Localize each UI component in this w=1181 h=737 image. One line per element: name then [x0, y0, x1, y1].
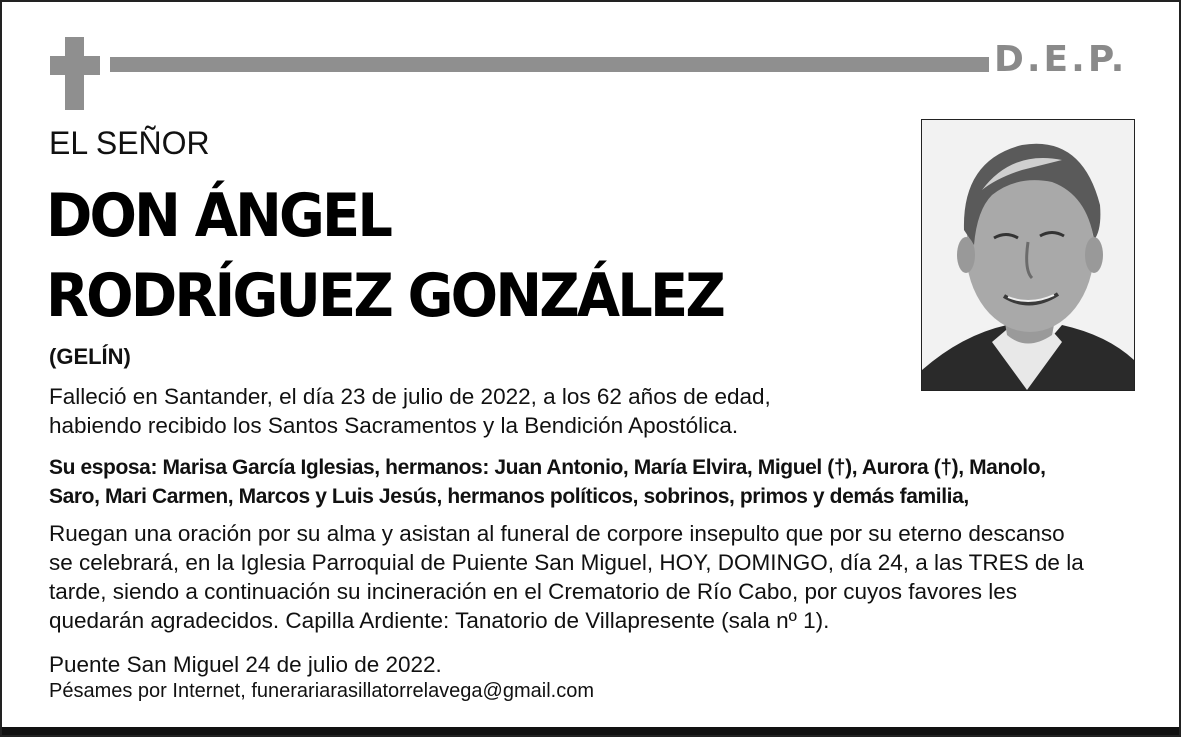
family-list: [49, 453, 1046, 511]
funeral-line: tarde, siendo a continuación su incineración en el Crematorio de Río Cabo, por cuyos favores les: [49, 579, 1018, 604]
condolences-contact: Pésames por Internet, funerariarasillatorrelavega@gmail.com: [49, 680, 594, 702]
funeral-info: [49, 519, 1084, 635]
death-info-line: habiendo recibido los Santos Sacramentos y la Bendición Apostólica.: [49, 413, 739, 438]
portrait-photo: [921, 119, 1135, 391]
bottom-border: [2, 727, 1179, 735]
title-prefix: EL SEÑOR: [49, 125, 210, 161]
dep-label: D.E.P.: [994, 39, 1128, 80]
deceased-name-line-1: DON ÁNGEL: [46, 181, 391, 251]
place-date: Puente San Miguel 24 de julio de 2022.: [49, 652, 442, 677]
death-info-line: Falleció en Santander, el día 23 de julio de 2022, a los 62 años de edad,: [49, 384, 771, 409]
deceased-name: [46, 176, 723, 336]
deceased-name-line-2: RODRÍGUEZ GONZÁLEZ: [46, 261, 724, 331]
death-info: [49, 382, 771, 440]
funeral-line: se celebrará, en la Iglesia Parroquial de Puiente San Miguel, HOY, DOMINGO, día 24, a las TRES de la: [49, 550, 1084, 575]
portrait-photo-image: [922, 120, 1134, 390]
family-line: Saro, Mari Carmen, Marcos y Luis Jesús, hermanos políticos, sobrinos, primos y demás familia,: [49, 485, 969, 508]
cross-icon-bar: [50, 56, 100, 75]
nickname: (GELÍN): [49, 344, 131, 369]
funeral-line: Ruegan una oración por su alma y asistan al funeral de corpore insepulto que por su eterno descanso: [49, 521, 1065, 546]
family-line: Su esposa: Marisa García Iglesias, hermanos: Juan Antonio, María Elvira, Miguel (†), Aurora (†), Manolo,: [49, 456, 1046, 479]
funeral-line: quedarán agradecidos. Capilla Ardiente: Tanatorio de Villapresente (sala nº 1).: [49, 608, 830, 633]
header-rule: [110, 57, 989, 72]
